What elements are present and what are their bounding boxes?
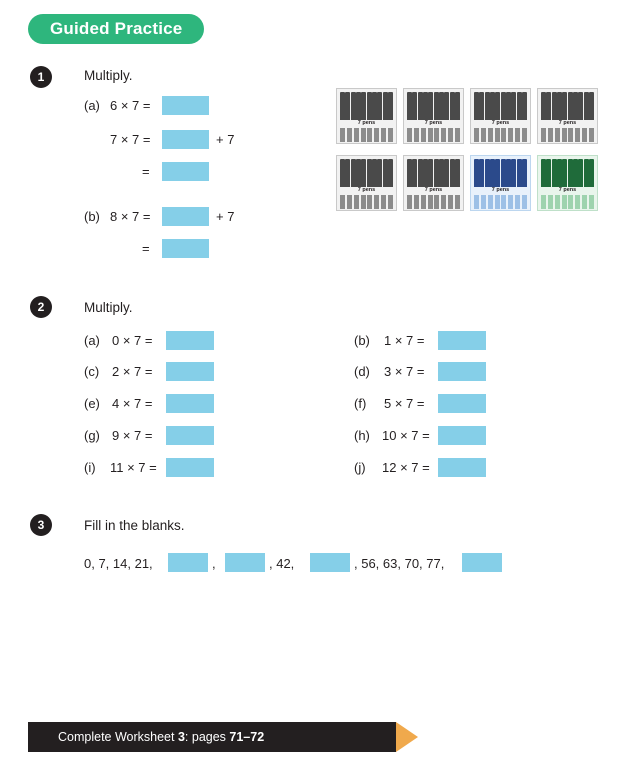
pen-box-4-label: 7 pens — [558, 120, 577, 126]
answer-blank-q2g[interactable] — [166, 426, 214, 445]
pen-group — [474, 92, 527, 120]
answer-blank-q1b-1[interactable] — [162, 207, 209, 226]
question-1-row-3-suffix: + 7 — [216, 209, 235, 224]
question-2-number: 2 — [30, 296, 52, 318]
pen-group — [541, 92, 594, 120]
pen-box-6 — [403, 155, 464, 211]
question-1-row-3-label: (b) — [84, 209, 100, 224]
pen-box-6-label: 7 pens — [424, 187, 443, 193]
footer-middle: : pages — [184, 730, 230, 744]
pen-box-4 — [537, 88, 598, 144]
answer-blank-q2f[interactable] — [438, 394, 486, 413]
pen-box-base — [407, 195, 460, 209]
worksheet-footer-text — [28, 730, 264, 744]
answer-blank-q3-3[interactable] — [310, 553, 350, 572]
question-2-item-a-label: (a) — [84, 333, 100, 348]
pen-group — [340, 159, 393, 187]
question-1-instruction: Multiply. — [84, 68, 133, 83]
answer-blank-q3-4[interactable] — [462, 553, 502, 572]
footer-worksheet-number: 3 — [177, 730, 185, 744]
pen-box-3-label: 7 pens — [491, 120, 510, 126]
pen-group — [407, 92, 460, 120]
answer-blank-q2b[interactable] — [438, 331, 486, 350]
question-3-sequence-part-3: , 56, 63, 70, 77, — [354, 556, 445, 571]
guided-practice-banner — [28, 14, 204, 44]
question-2-item-c-expression: 2 × 7 = — [112, 364, 153, 379]
pen-group — [541, 159, 594, 187]
answer-blank-q3-2[interactable] — [225, 553, 265, 572]
pen-box-base — [474, 195, 527, 209]
pen-box-1-label: 7 pens — [357, 120, 376, 126]
pen-box-1 — [336, 88, 397, 144]
worksheet-footer-bar — [28, 722, 396, 752]
pen-box-2 — [403, 88, 464, 144]
question-2-instruction: Multiply. — [84, 300, 133, 315]
page-title: Guided Practice — [50, 19, 183, 38]
answer-blank-q2j[interactable] — [438, 458, 486, 477]
question-3-sequence-part-1: , — [212, 556, 216, 571]
question-1-row-2-expression: = — [142, 164, 150, 179]
question-1-row-1-suffix: + 7 — [216, 132, 235, 147]
pen-box-8 — [537, 155, 598, 211]
pen-box-8-label: 7 pens — [558, 187, 577, 193]
next-arrow-icon — [396, 722, 418, 752]
footer-prefix: Complete Worksheet — [58, 730, 178, 744]
question-1-row-0-label: (a) — [84, 98, 100, 113]
answer-blank-q1a-1[interactable] — [162, 96, 209, 115]
footer-pages: 71–72 — [229, 730, 265, 744]
pen-group — [474, 159, 527, 187]
pen-box-base — [340, 195, 393, 209]
answer-blank-q3-1[interactable] — [168, 553, 208, 572]
question-2-item-b-label: (b) — [354, 333, 370, 348]
pen-box-5 — [336, 155, 397, 211]
pen-box-base — [541, 128, 594, 142]
question-1-row-0-expression: 6 × 7 = — [110, 98, 151, 113]
question-2-item-h-expression: 10 × 7 = — [382, 428, 430, 443]
question-2-item-g-expression: 9 × 7 = — [112, 428, 153, 443]
pen-box-base — [541, 195, 594, 209]
question-2-item-g-label: (g) — [84, 428, 100, 443]
question-2-item-j-expression: 12 × 7 = — [382, 460, 430, 475]
answer-blank-q2d[interactable] — [438, 362, 486, 381]
question-2-item-a-expression: 0 × 7 = — [112, 333, 153, 348]
question-2-item-e-expression: 4 × 7 = — [112, 396, 153, 411]
pen-group — [407, 159, 460, 187]
pen-box-2-label: 7 pens — [424, 120, 443, 126]
pen-group — [340, 92, 393, 120]
question-2-item-i-label: (i) — [84, 460, 96, 475]
pen-box-3 — [470, 88, 531, 144]
answer-blank-q1b-2[interactable] — [162, 239, 209, 258]
pen-box-7 — [470, 155, 531, 211]
answer-blank-q2e[interactable] — [166, 394, 214, 413]
question-2-item-b-expression: 1 × 7 = — [384, 333, 425, 348]
question-2-item-f-label: (f) — [354, 396, 367, 411]
pen-box-5-label: 7 pens — [357, 187, 376, 193]
answer-blank-q2a[interactable] — [166, 331, 214, 350]
question-2-item-i-expression: 11 × 7 = — [110, 460, 157, 475]
question-3-sequence-part-2: , 42, — [269, 556, 295, 571]
answer-blank-q2c[interactable] — [166, 362, 214, 381]
question-2-item-h-label: (h) — [354, 428, 370, 443]
question-1-row-1-expression: 7 × 7 = — [110, 132, 151, 147]
pen-box-7-label: 7 pens — [491, 187, 510, 193]
question-2-item-j-label: (j) — [354, 460, 366, 475]
pen-box-base — [340, 128, 393, 142]
answer-blank-q1a-3[interactable] — [162, 162, 209, 181]
question-2-item-f-expression: 5 × 7 = — [384, 396, 425, 411]
question-2-item-c-label: (c) — [84, 364, 100, 379]
question-2-item-e-label: (e) — [84, 396, 100, 411]
question-1-row-4-expression: = — [142, 241, 150, 256]
question-3-sequence-part-0: 0, 7, 14, 21, — [84, 556, 153, 571]
question-3-instruction: Fill in the blanks. — [84, 518, 185, 533]
pen-box-base — [407, 128, 460, 142]
question-1-number: 1 — [30, 66, 52, 88]
answer-blank-q2h[interactable] — [438, 426, 486, 445]
answer-blank-q2i[interactable] — [166, 458, 214, 477]
question-3-number: 3 — [30, 514, 52, 536]
question-2-item-d-label: (d) — [354, 364, 370, 379]
question-2-item-d-expression: 3 × 7 = — [384, 364, 425, 379]
pen-box-base — [474, 128, 527, 142]
question-1-row-3-expression: 8 × 7 = — [110, 209, 151, 224]
answer-blank-q1a-2[interactable] — [162, 130, 209, 149]
